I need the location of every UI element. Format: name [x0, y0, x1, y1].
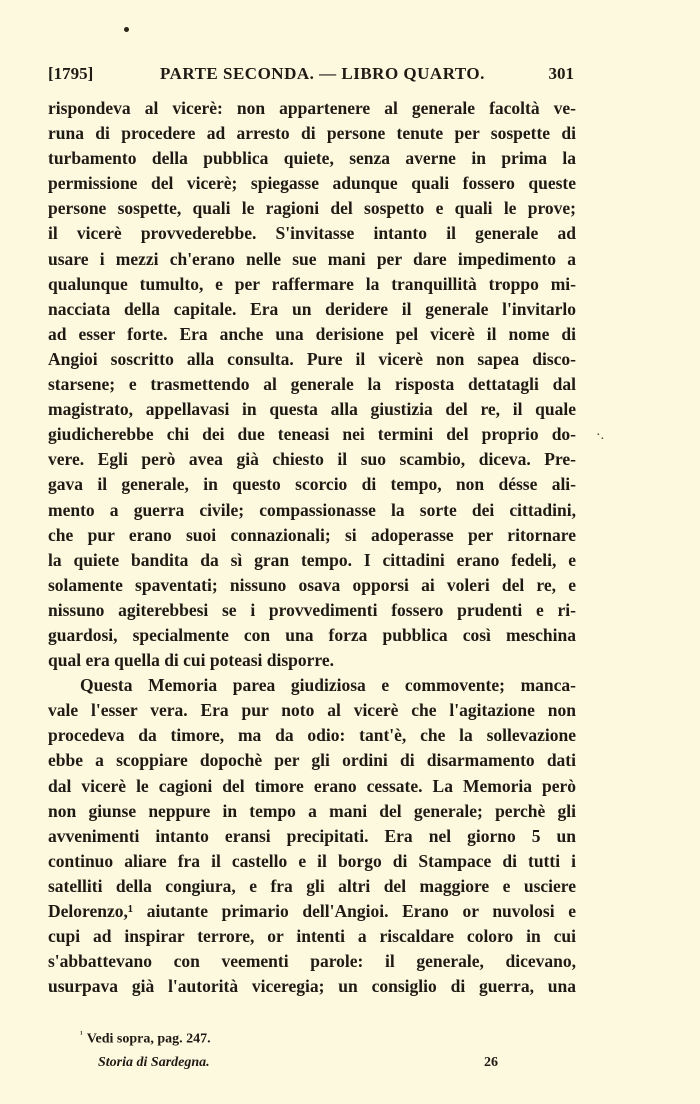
text-line: satelliti della congiura, e fra gli altri del maggiore e usciere	[48, 875, 576, 896]
footnote-mark: ¹	[80, 1029, 83, 1039]
text-line: ad esser forte. Era anche una derisione pel vicerè il nome di	[48, 323, 576, 344]
text-line: Angioi soscritto alla consulta. Pure il vicerè non sapea disco-	[48, 348, 576, 369]
text-line: qual era quella di cui poteasi disporre.	[48, 650, 335, 671]
text-line: permissione del vicerè; spiegasse adunque quali fossero queste	[48, 173, 576, 194]
footnote	[80, 1029, 211, 1048]
signature-title: Storia di Sardegna.	[98, 1055, 210, 1070]
header-title: PARTE SECONDA. — LIBRO QUARTO.	[160, 64, 485, 83]
text-line: starsene; e trasmettendo al generale la risposta dettatagli dal	[48, 374, 576, 395]
text-line: nacciata della capitale. Era un deridere il generale l'invitarlo	[48, 298, 576, 319]
text-line: s'abbattevano con veementi parole: il generale, dicevano,	[48, 951, 576, 972]
text-line: giudicherebbe chi dei due teneasi nei termini del proprio do-	[48, 424, 576, 445]
text-line: vale l'esser vera. Era pur noto al vicerè che l'agitazione non	[48, 700, 576, 721]
text-line: solamente spaventati; nissuno osava opporsi ai voleri del re, e	[48, 574, 576, 595]
header-year: [1795]	[48, 64, 94, 83]
text-line: magistrato, appellavasi in questa alla giustizia del re, il quale	[48, 399, 576, 420]
page-number: 301	[548, 64, 574, 83]
margin-mark: ·.	[596, 428, 605, 443]
text-line: vere. Egli però avea già chiesto il suo scambio, diceva. Pre-	[48, 449, 576, 470]
text-line: gava il generale, in questo scorcio di tempo, non désse ali-	[48, 474, 576, 495]
text-line: avvenimenti intanto eransi precipitati. Era nel giorno 5 un	[48, 825, 576, 846]
text-line: il vicerè provvederebbe. S'invitasse intanto il generale ad	[48, 223, 576, 244]
text-line: non giunse neppure in tempo a mani del generale; perchè gli	[48, 800, 576, 821]
text-line: usare i mezzi ch'erano nelle sue mani per dare impedimento a	[48, 248, 576, 269]
text-line: guardosi, specialmente con una forza pubblica così meschina	[48, 624, 576, 645]
running-header	[48, 64, 574, 90]
text-line: nissuno agiterebbesi se i provvedimenti fossero prudenti e ri-	[48, 599, 576, 620]
page-body	[48, 96, 576, 999]
text-line: la quiete bandita da sì gran tempo. I cittadini erano fedeli, e	[48, 549, 576, 570]
text-line: persone sospette, quali le ragioni del sospetto e quali le prove;	[48, 198, 576, 219]
text-line: cupi ad inspirar terrore, or intenti a riscaldare coloro in cui	[48, 926, 576, 947]
text-line: continuo aliare fra il castello e il borgo di Stampace di tutti i	[48, 850, 576, 871]
text-line: runa di procedere ad arresto di persone tenute per sospette di	[48, 123, 576, 144]
paragraph-1	[48, 96, 576, 673]
text-line: qualunque tumulto, e per raffermare la tranquillità troppo mi-	[48, 273, 576, 294]
ink-dot	[124, 27, 129, 32]
paragraph-2	[48, 673, 576, 999]
text-line: rispondeva al vicerè: non appartenere al generale facoltà ve-	[48, 98, 576, 118]
text-line: che pur erano suoi connazionali; si adoperasse per ritornare	[48, 524, 576, 545]
footnote-text: Vedi sopra, pag. 247.	[86, 1031, 211, 1047]
text-line: Delorenzo,¹ aiutante primario dell'Angioi. Erano or nuvolosi e	[48, 901, 576, 921]
text-line: dal vicerè le cagioni del timore erano cessate. La Memoria però	[48, 775, 576, 796]
text-line: Questa Memoria parea giudiziosa e commovente; manca-	[80, 675, 576, 696]
text-line: turbamento della pubblica quiete, senza averne in prima la	[48, 148, 576, 169]
text-line: ebbe a scoppiare dopochè per gli ordini di disarmamento dati	[48, 750, 576, 771]
text-line: mento a guerra civile; compassionasse la sorte dei cittadini,	[48, 499, 576, 520]
signature-number: 26	[484, 1055, 498, 1070]
text-line: procedeva da timore, ma da odio: tant'è, che la sollevazione	[48, 725, 576, 746]
text-line: usurpava già l'autorità viceregia; un consiglio di guerra, una	[48, 976, 576, 997]
